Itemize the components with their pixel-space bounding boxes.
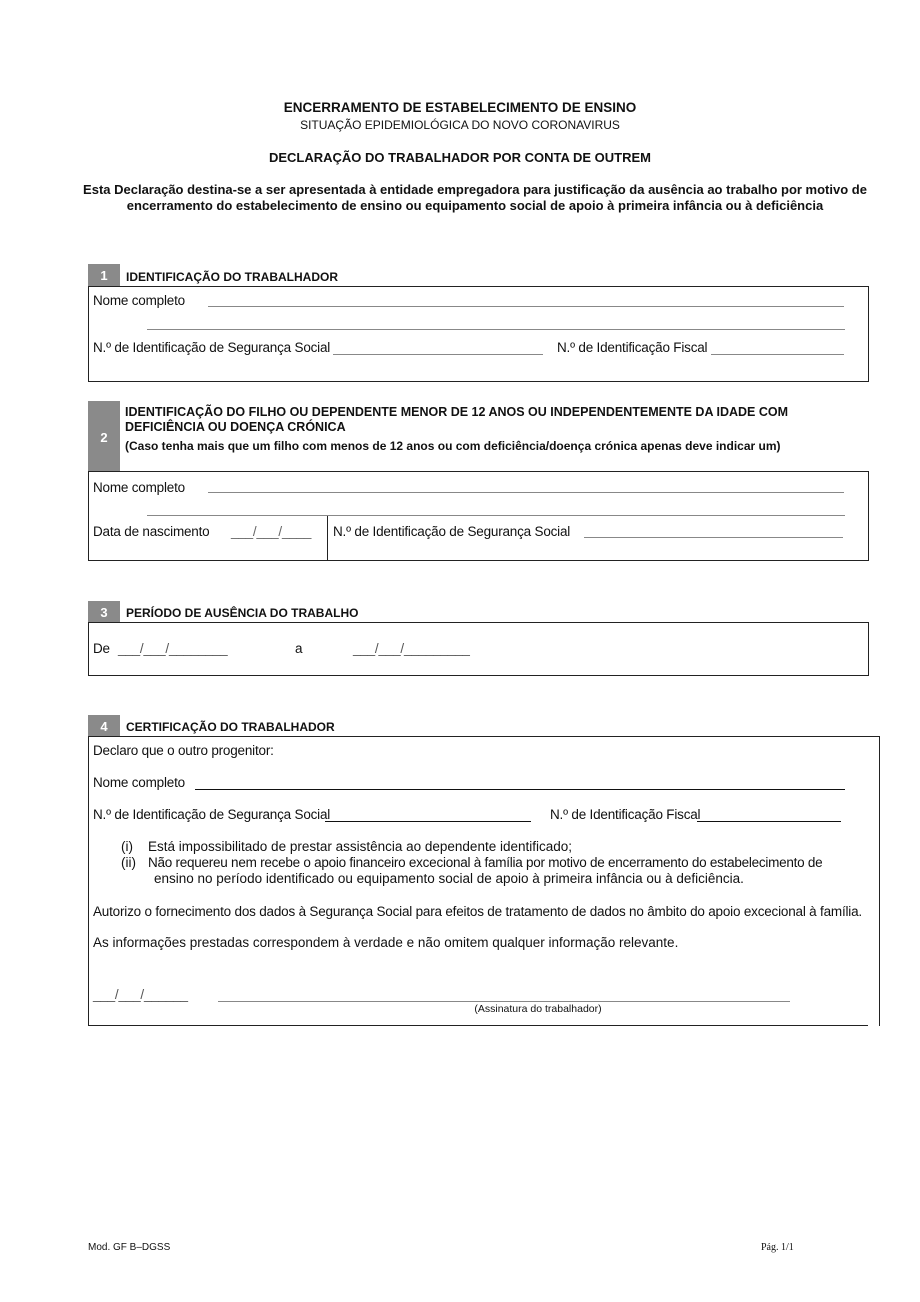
list-item: Não requereu nem recebe o apoio financeiro excecional à família por motivo de encerramento do estabelecimento de (148, 855, 823, 870)
section-title: PERÍODO DE AUSÊNCIA DO TRABALHO (126, 606, 359, 620)
section-note: (Caso tenha mais que um filho com menos de 12 anos ou com deficiência/doença crónica apenas deve indicar um) (125, 439, 781, 453)
document-title: ENCERRAMENTO DE ESTABELECIMENTO DE ENSINO (283, 100, 637, 115)
nif-label: N.º de Identificação Fiscal (557, 340, 708, 355)
section-title: IDENTIFICAÇÃO DO TRABALHADOR (126, 270, 338, 284)
ss-label: N.º de Identificação de Segurança Social (93, 340, 331, 355)
signature-date-field[interactable]: ___/___/______ (93, 987, 188, 1002)
to-label: a (295, 641, 303, 656)
declaration-title: DECLARAÇÃO DO TRABALHADOR POR CONTA DE OUTREM (268, 150, 652, 165)
signature-caption: (Assinatura do trabalhador) (474, 1003, 602, 1015)
birth-date-field[interactable]: ___/___/____ (231, 524, 312, 539)
nif-field[interactable] (697, 821, 841, 822)
section-4-bottom-border (88, 1025, 868, 1026)
section-title: CERTIFICAÇÃO DO TRABALHADOR (126, 720, 335, 734)
authorization-text: Autorizo o fornecimento dos dados à Segurança Social para efeitos de tratamento de dados no âmbito do apoio excecional à família. (93, 904, 862, 919)
list-item: Está impossibilitado de prestar assistência ao dependente identificado; (148, 839, 573, 854)
nif-label: N.º de Identificação Fiscal (550, 807, 701, 822)
ss-field[interactable] (584, 537, 843, 538)
section-1-box (88, 286, 869, 382)
divider (327, 516, 328, 561)
ss-field[interactable] (325, 821, 531, 822)
name-field[interactable] (208, 492, 844, 493)
section-number: 3 (88, 601, 120, 622)
from-date-field[interactable]: ___/___/________ (118, 641, 228, 656)
ss-field[interactable] (333, 354, 543, 355)
section-number: 1 (88, 264, 120, 286)
model-code: Mod. GF B–DGSS (88, 1242, 171, 1253)
section-number: 2 (88, 401, 120, 471)
name-label: Nome completo (93, 293, 185, 308)
name-label: Nome completo (93, 480, 185, 495)
document-subtitle: SITUAÇÃO EPIDEMIOLÓGICA DO NOVO CORONAVIRUS (300, 118, 620, 132)
list-item-continuation: ensino no período identificado ou equipamento social de apoio à primeira infância ou à deficiência. (154, 871, 744, 886)
name-field[interactable] (208, 306, 844, 307)
name-field[interactable] (195, 789, 845, 790)
item-marker: (i) (121, 839, 133, 854)
ss-label: N.º de Identificação de Segurança Social (333, 524, 571, 539)
name-label: Nome completo (93, 775, 185, 790)
signature-field[interactable] (218, 1001, 790, 1002)
ss-label: N.º de Identificação de Segurança Social (93, 807, 331, 822)
truth-statement: As informações prestadas correspondem à verdade e não omitem qualquer informação relevante. (93, 935, 679, 950)
section-title: IDENTIFICAÇÃO DO FILHO OU DEPENDENTE MENOR DE 12 ANOS OU INDEPENDENTEMENTE DA IDADE COM DEFICIÊNCIA OU DOENÇA CRÓNICA (125, 405, 789, 434)
name-field-continuation[interactable] (147, 515, 845, 516)
page-number: Pág. 1/1 (761, 1242, 794, 1253)
to-date-field[interactable]: ___/___/_________ (353, 641, 470, 656)
birth-date-label: Data de nascimento (93, 524, 210, 539)
item-marker: (ii) (121, 855, 136, 870)
nif-field[interactable] (711, 354, 844, 355)
from-label: De (93, 641, 110, 656)
declaration-intro: Declaro que o outro progenitor: (93, 743, 274, 758)
section-2-box (88, 471, 869, 561)
intro-text: Esta Declaração destina-se a ser apresentada à entidade empregadora para justificação da ausência ao trabalho por motivo de encerramento do estabelecimento de ensino ou equipamento social de apoio à primeira infância ou à deficiência (83, 182, 867, 213)
section-number: 4 (88, 715, 120, 736)
name-field-continuation[interactable] (147, 329, 845, 330)
